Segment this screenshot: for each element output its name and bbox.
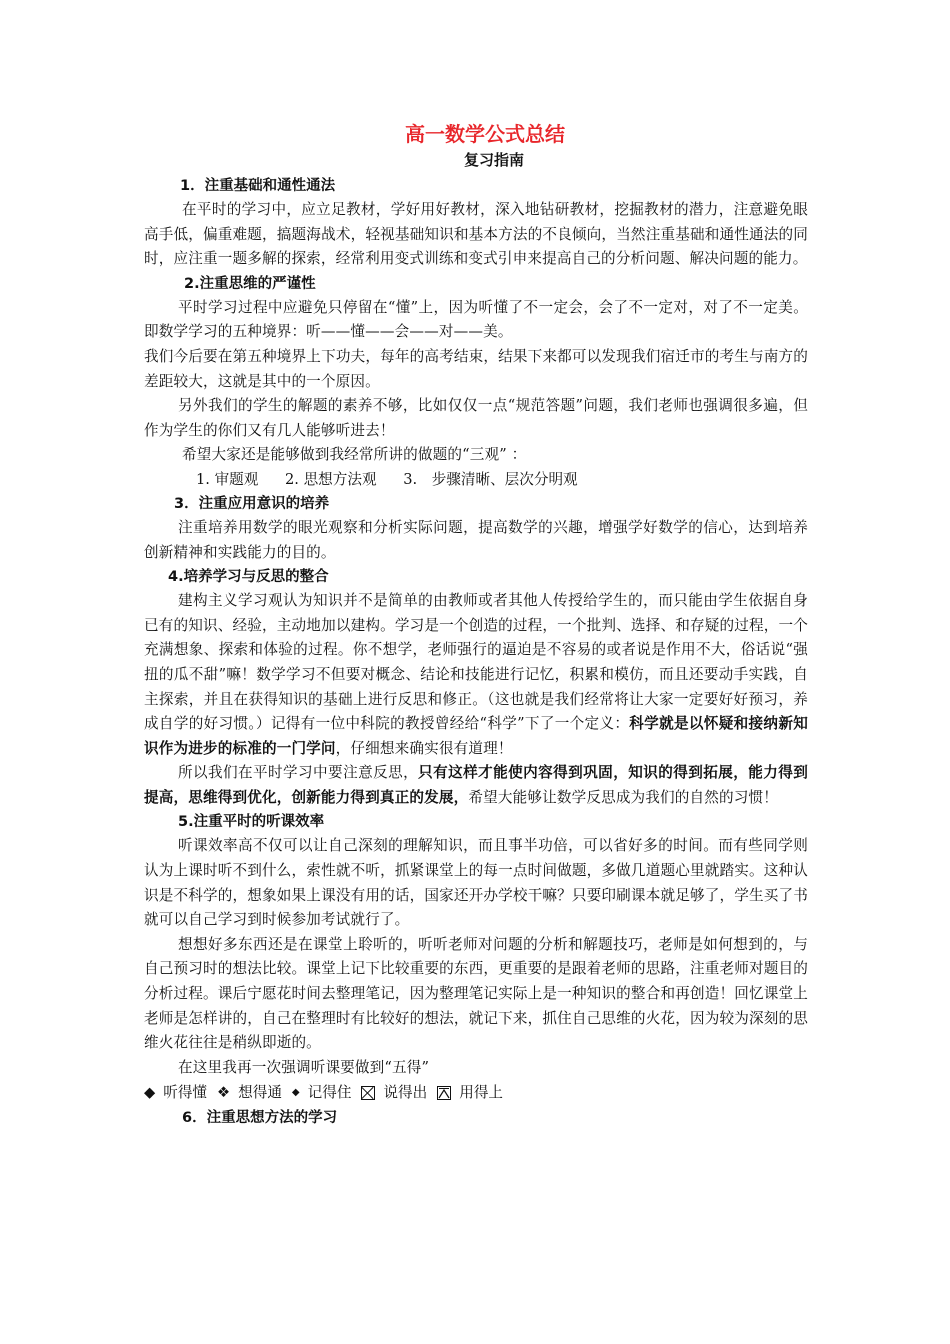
diamond-icon: ◆ bbox=[144, 1084, 156, 1102]
section-6-heading: 6．注重思想方法的学习 bbox=[182, 1110, 338, 1127]
section-2-heading: 2.注重思维的严谨性 bbox=[184, 275, 316, 292]
section-2-paragraph-3: 另外我们的学生的解题的素养不够，比如仅仅一点“规范答题”问题，我们老师也强调很多遍，但作为学生的你们又有几人能够听进去！ bbox=[144, 397, 808, 439]
section-2-paragraph-1: 平时学习过程中应避免只停留在“懂”上，因为听懂了不一定会，会了不一定对，对了不一定美。即数学学习的五种境界：听——懂——会——对——美。 bbox=[144, 298, 808, 341]
four-diamond-icon: ❖ bbox=[217, 1084, 231, 1102]
gain-item-5: 用得上 bbox=[459, 1084, 504, 1102]
reflection-intro: 所以我们在平时学习中要注意反思， bbox=[178, 764, 419, 782]
crossed-box-icon bbox=[361, 1086, 375, 1100]
science-definition: 科学就是以怀疑和接纳新知识作为进步的标准的一门学问 bbox=[144, 715, 808, 757]
three-views-list bbox=[144, 468, 808, 492]
section-1-heading: 1．注重基础和通性通法 bbox=[180, 178, 336, 194]
view-item-1: 1. 审题观 bbox=[196, 470, 259, 488]
gain-item-2: 想得通 bbox=[238, 1084, 282, 1102]
section-5-paragraph-1: 听课效率高不仅可以让自己深刻的理解知识，而且事半功倍，可以省好多的时间。而有些同学则认为上课时听不到什么，索性就不听，抓紧课堂上的每一点时间做题，多做几道题心里就踏实。这种认识是不科学的，想象如果上课没有用的话，国家还开办学校干嘛？只要印刷课本就足够了，学生买了书就可以自己学习到时候参加考试就行了。 bbox=[144, 837, 808, 929]
section-5-paragraph-2: 想想好多东西还是在课堂上聆听的，听听老师对问题的分析和解题技巧，老师是如何想到的，与自己预习时的想法比较。课堂上记下比较重要的东西，更重要的是跟着老师的思路，注重老师对题目的分析过程。课后宁愿花时间去整理笔记，因为整理笔记实际上是一种知识的整合和再创造！回忆课堂上老师是怎样讲的，自己在整理时有比较好的想法，就记下来，抓住自己思维的火花，因为较为深刻的思维火花往往是稍纵即逝的。 bbox=[144, 935, 808, 1052]
section-4-paragraph-2 bbox=[144, 761, 808, 810]
gain-item-4: 说得出 bbox=[383, 1084, 428, 1102]
section-2-paragraph-2: 我们今后要在第五种境界上下功夫，每年的高考结束，结果下来都可以发现我们宿迁市的考生与南方的差距较大，这就是其中的一个原因。 bbox=[144, 347, 808, 390]
section-5-heading: 5.注重平时的听课效率 bbox=[178, 814, 325, 831]
gain-item-1: 听得懂 bbox=[163, 1084, 208, 1102]
gain-item-3: 记得住 bbox=[307, 1084, 352, 1102]
section-4-heading: 4.培养学习与反思的整合 bbox=[168, 569, 329, 586]
page-title: 高一数学公式总结 bbox=[405, 122, 565, 146]
arrow-box-icon bbox=[437, 1086, 451, 1100]
page-subtitle: 复习指南 bbox=[463, 151, 524, 169]
small-diamond-icon: ◆ bbox=[291, 1087, 300, 1099]
section-4-paragraph-1 bbox=[144, 589, 808, 761]
reflection-end: 希望大能够让数学反思成为我们的自然的习惯！ bbox=[468, 788, 778, 806]
section-5-paragraph-3: 在这里我再一次强调听课要做到“五得” bbox=[178, 1058, 430, 1076]
section-4-text-end: ，仔细想来确实很有道理！ bbox=[335, 739, 513, 757]
section-3-heading: 3．注重应用意识的培养 bbox=[174, 495, 330, 512]
section-3-paragraph: 注重培养用数学的眼光观察和分析实际问题，提高数学的兴趣，增强学好数学的信心，达到培养创新精神和实践能力的目的。 bbox=[144, 518, 808, 561]
five-gains-list bbox=[144, 1080, 808, 1106]
section-4-text: 建构主义学习观认为知识并不是简单的由教师或者其他人传授给学生的，而只能由学生依据自身已有的知识、经验，主动地加以建构。学习是一个创造的过程，一个批判、选择、和存疑的过程，一个充满想象、探索和体验的过程。你不想学，老师强行的逼迫是不容易的或者说是作用不大，俗话说“强扭的瓜不甜”嘛！数学学习不但要对概念、结论和技能进行记忆，积累和模仿，而且还要动手实践，自主探索，并且在获得知识的基础上进行反思和修正。（这也就是我们经常将让大家一定要好好预习，养成自学的好习惯。）记得有一位中科院的教授曾经给“科学”下了一个定义： bbox=[144, 592, 808, 733]
document-page bbox=[144, 120, 808, 1130]
section-1-paragraph: 在平时的学习中，应立足教材，学好用好教材，深入地钻研教材，挖掘教材的潜力，注意避免眼高手低，偏重难题，搞题海战术，轻视基础知识和基本方法的不良倾向，当然注重基础和通性通法的同时，应注重一题多解的探索，经常利用变式训练和变式引申来提高自己的分析问题、解决问题的能力。 bbox=[144, 201, 808, 268]
view-item-2: 2. 思想方法观 bbox=[285, 470, 377, 488]
section-2-paragraph-4: 希望大家还是能够做到我经常所讲的做题的“三观” ： bbox=[182, 446, 527, 464]
reflection-emphasis: 只有这样才能使内容得到巩固，知识的得到拓展，能力得到提高，思维得到优化，创新能力得到真正的发展， bbox=[144, 764, 809, 806]
view-item-3: 3. 步骤清晰、层次分明观 bbox=[403, 470, 578, 488]
